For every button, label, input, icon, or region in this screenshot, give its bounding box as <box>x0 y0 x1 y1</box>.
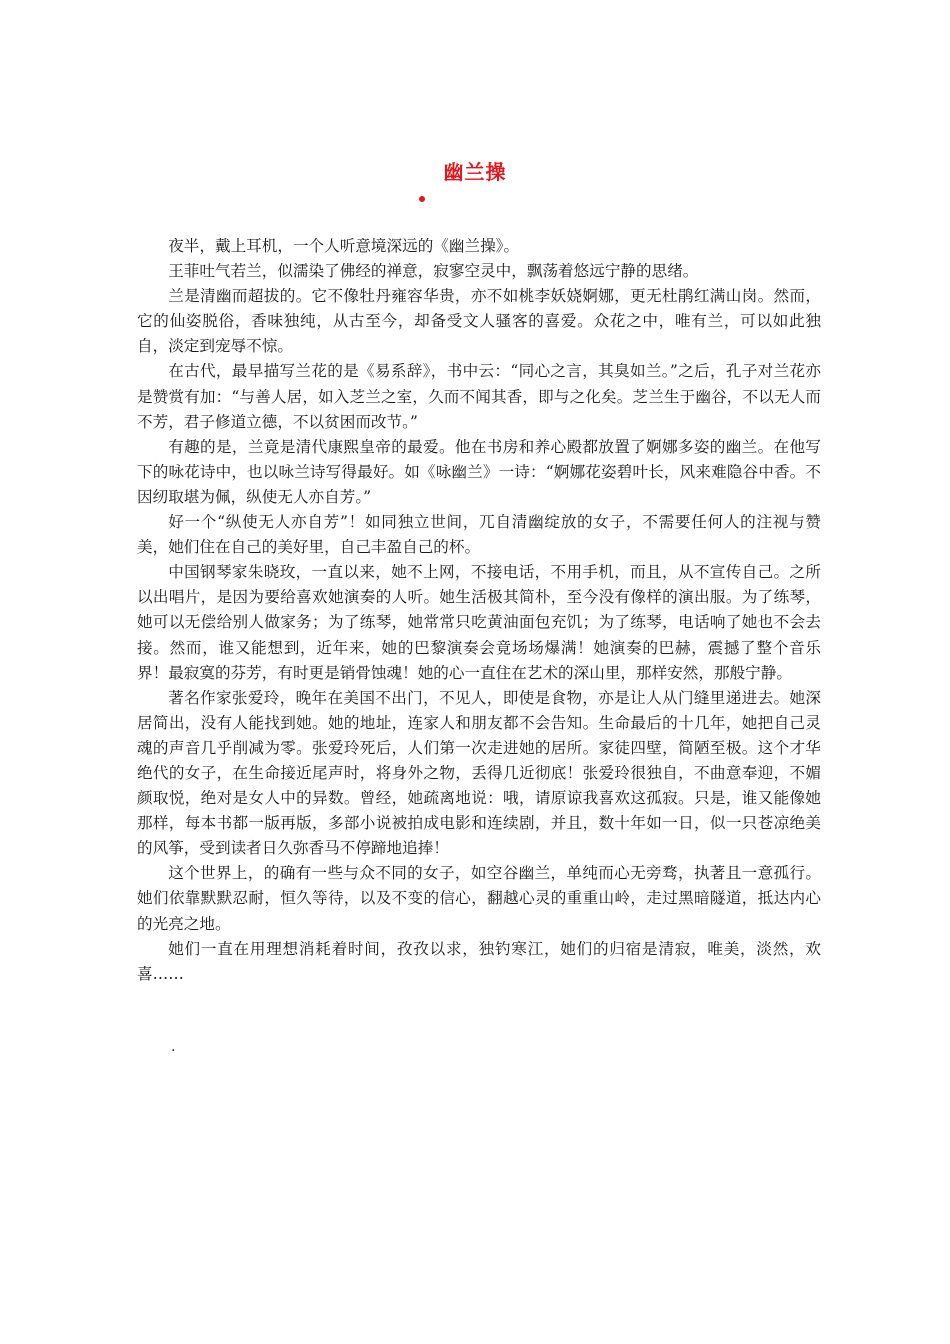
paragraph: 夜半，戴上耳机，一个人听意境深远的《幽兰操》。 <box>168 237 520 255</box>
end-mark: . <box>171 1039 176 1055</box>
document-body <box>137 234 821 987</box>
paragraph: 这个世界上，的确有一些与众不同的女子，如空谷幽兰，单纯而心无旁骛，执著且一意孤行。她们依靠默默忍耐，恒久等待，以及不变的信心，翻越心灵的重重山岭，走过黑暗隧道，抵达内心的光亮之地。 <box>137 864 821 933</box>
paragraph: 王菲吐气若兰，似濡染了佛经的禅意，寂寥空灵中，飘荡着悠远宁静的思绪。 <box>168 262 699 281</box>
paragraph: 中国钢琴家朱晓玫，一直以来，她不上网，不接电话，不用手机，而且，从不宣传自己。之所以出唱片，是因为要给喜欢她演奏的人听。她生活极其简朴，至今没有像样的演出服。为了练琴，她可以无偿给别人做家务；为了练琴，她常常只吃黄油面包充饥；为了练琴，电话响了她也不会去接。然而，谁又能想到，近年来，她的巴黎演奏会竟场场爆满！她演奏的巴赫，震撼了整个音乐界！最寂寞的芬芳，有时更是销骨蚀魂！她的心一直住在艺术的深山里，那样安然，那般宁静。 <box>137 563 821 682</box>
title-bullet-dot <box>419 196 425 202</box>
paragraph: 著名作家张爱玲，晚年在美国不出门，不见人，即使是食物，亦是让人从门缝里递进去。她深居简出，没有人能找到她。她的地址，连家人和朋友都不会告知。生命最后的十几年，她把自己灵魂的声音几乎削减为零。张爱玲死后，人们第一次走进她的居所。家徒四壁，简陋至极。这个才华绝代的女子，在生命接近尾声时，将身外之物，丢得几近彻底！张爱玲很独自，不曲意奉迎，不媚颜取悦，绝对是女人中的异数。曾经，她疏离地说：哦，请原谅我喜欢这孤寂。只是，谁又能像她那样，每本书都一版再版，多部小说被拍成电影和连续剧，并且，数十年如一日，似一只苍凉绝美的风筝，受到读者日久弥香马不停蹄地追捧！ <box>137 688 821 858</box>
document-title: 幽兰操 <box>443 160 507 184</box>
paragraph: 在古代，最早描写兰花的是《易系辞》，书中云：“同心之言，其臭如兰。”之后，孔子对兰花亦是赞赏有加：“与善人居，如入芝兰之室，久而不闻其香，即与之化矣。芝兰生于幽谷，不以无人而不芳，君子修道立德，不以贫困而改节。” <box>137 362 821 431</box>
paragraph: 兰是清幽而超拔的。它不像牡丹雍容华贵，亦不如桃李妖娆婀娜，更无杜鹃红满山岗。然而，它的仙姿脱俗，香味独纯，从古至今，却备受文人骚客的喜爱。众花之中，唯有兰，可以如此独自，淡定到宠辱不惊。 <box>137 287 821 356</box>
paragraph: 好一个“纵使无人亦自芳”！如同独立世间，兀自清幽绽放的女子，不需要任何人的注视与赞美，她们住在自己的美好里，自己丰盈自己的杯。 <box>137 513 821 557</box>
paragraph: 有趣的是，兰竟是清代康熙皇帝的最爱。他在书房和养心殿都放置了婀娜多姿的幽兰。在他写下的咏花诗中，也以咏兰诗写得最好。如《咏幽兰》一诗：“婀娜花姿碧叶长，风来难隐谷中香。不因纫取堪为佩，纵使无人亦自芳。” <box>137 437 821 506</box>
paragraph: 她们一直在用理想消耗着时间，孜孜以求，独钓寒江，她们的归宿是清寂，唯美，淡然，欢喜…… <box>137 939 821 983</box>
